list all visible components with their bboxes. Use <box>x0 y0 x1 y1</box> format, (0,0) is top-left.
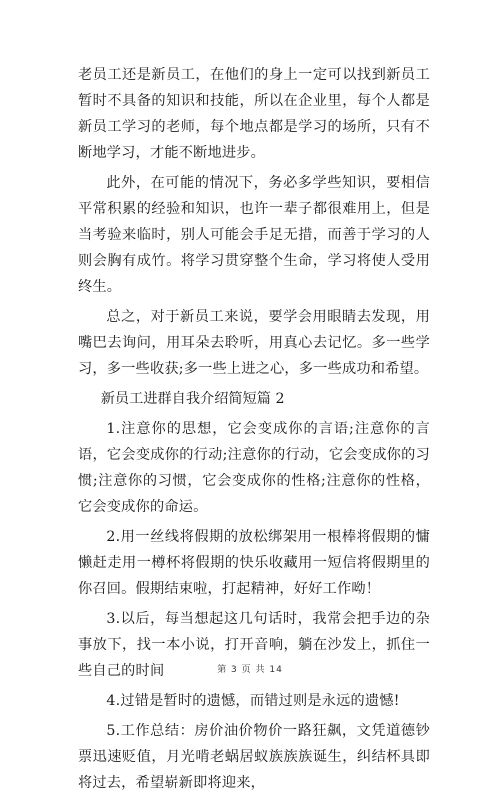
list-item-1: 1.注意你的思想，它会变成你的言语;注意你的言语，它会变成你的行动;注意你的行动，它会变成你的习惯;注意你的习惯，它会变成你的性格;注意你的性格，它会变成你的命运。 <box>78 421 430 515</box>
paragraph-3: 总之，对于新员工来说，要学会用眼睛去发现，用嘴巴去询问，用耳朵去聆听，用真心去记忆。多一些学习，多一些收获;多一些上进之心，多一些成功和希望。 <box>78 309 430 377</box>
list-item-2: 2.用一丝线将假期的放松绑架用一根棒将假期的慵懒赶走用一樽杯将假期的快乐收藏用一短信将假期里的你召回。假期结束啦，打起精神，好好工作呦！ <box>78 529 430 597</box>
list-item-3: 3.以后，每当想起这几句话时，我常会把手边的杂事放下，找一本小说，打开音响，躺在沙发上，抓住一些自己的时间 <box>78 611 430 679</box>
document-body <box>78 62 430 800</box>
paragraph-1: 老员工还是新员工，在他们的身上一定可以找到新员工暂时不具备的知识和技能，所以在企业里，每个人都是新员工学习的老师，每个地点都是学习的场所，只有不断地学习，才能不断地进步。 <box>78 67 430 161</box>
list-item-4: 4.过错是暂时的遗憾，而错过则是永远的遗憾! <box>106 693 400 709</box>
page-number-footer: 第 3 页 共 14 <box>217 665 283 675</box>
section-heading: 新员工进群自我介绍简短篇 2 <box>100 391 285 407</box>
list-item-5: 5.工作总结：房价油价物价一路狂飙，文凭道德钞票迅速贬值，月光啃老蜗居蚁族族族诞生，纠结杯具即将过去，希望崭新即将迎来， <box>78 723 430 791</box>
paragraph-2: 此外，在可能的情况下，务必多学些知识，要相信平常积累的经验和知识，也许一辈子都很难用上，但是当考验来临时，别人可能会手足无措，而善于学习的人则会胸有成竹。将学习贯穿整个生命，学习将使人受用终生。 <box>78 175 430 295</box>
